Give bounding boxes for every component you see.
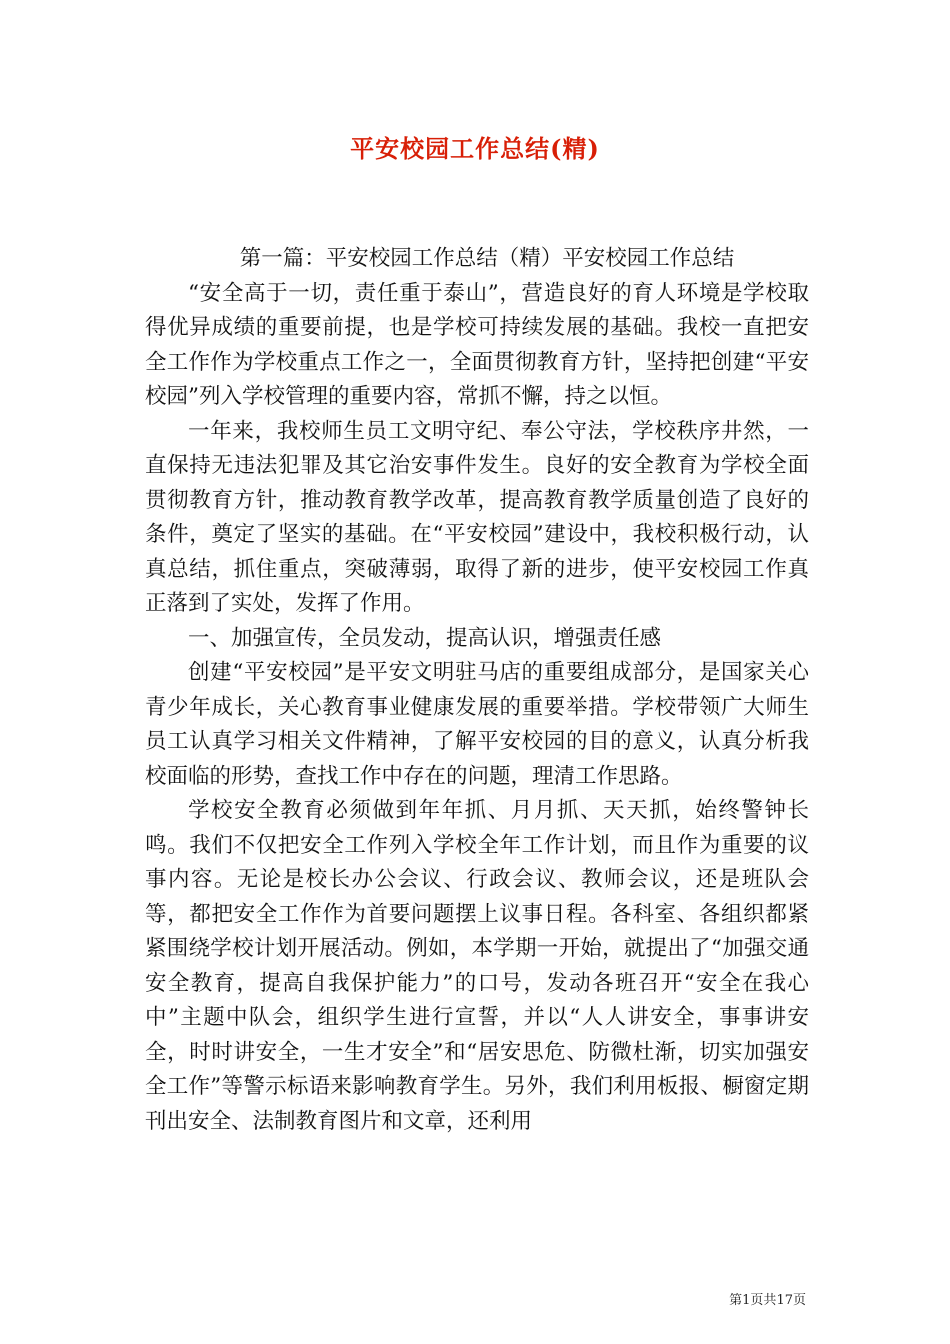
footer-suffix: 页 [792, 1293, 806, 1308]
section-heading: 一、加强宣传，全员发动，提高认识，增强责任感 [188, 625, 662, 651]
document-title: 平安校园工作总结(精) [350, 134, 600, 163]
footer-middle: 页共 [750, 1293, 777, 1308]
footer-current-page: 1 [742, 1293, 751, 1308]
footer-prefix: 第 [729, 1293, 743, 1308]
footer-total-pages: 17 [776, 1293, 793, 1308]
document-subtitle: 第一篇：平安校园工作总结（精）平安校园工作总结 [239, 246, 735, 271]
page-footer [729, 1292, 806, 1310]
paragraph: “安全高于一切，责任重于泰山”，营造良好的育人环境是学校取得优异成绩的重要前提，也是学校可持续发展的基础。我校一直把安全工作作为学校重点工作之一，全面贯彻教育方针，坚持把创建“平安校园”列入学校管理的重要内容，常抓不懈，持之以恒。 [145, 280, 809, 409]
document-body [145, 242, 809, 1139]
paragraph: 创建“平安校园”是平安文明驻马店的重要组成部分，是国家关心青少年成长，关心教育事业健康发展的重要举措。学校带领广大师生员工认真学习相关文件精神，了解平安校园的目的意义，认真分析我校面临的形势，查找工作中存在的问题，理清工作思路。 [145, 660, 809, 789]
paragraph: 学校安全教育必须做到年年抓、月月抓、天天抓，始终警钟长鸣。我们不仅把安全工作列入学校全年工作计划，而且作为重要的议事内容。无论是校长办公会议、行政会议、教师会议，还是班队会等，都把安全工作作为首要问题摆上议事日程。各科室、各组织都紧紧围绕学校计划开展活动。例如，本学期一开始，就提出了“加强交通安全教育，提高自我保护能力”的口号，发动各班召开“安全在我心中”主题中队会，组织学生进行宣誓，并以“人人讲安全，事事讲安全，时时讲安全，一生才安全”和“居安思危、防微杜渐，切实加强安全工作”等警示标语来影响教育学生。另外，我们利用板报、橱窗定期刊出安全、法制教育图片和文章，还利用 [145, 798, 809, 1134]
paragraph: 一年来，我校师生员工文明守纪、奉公守法，学校秩序井然，一直保持无违法犯罪及其它治安事件发生。良好的安全教育为学校全面贯彻教育方针，推动教育教学改革，提高教育教学质量创造了良好的条件，奠定了坚实的基础。在“平安校园”建设中，我校积极行动，认真总结，抓住重点，突破薄弱，取得了新的进步，使平安校园工作真正落到了实处，发挥了作用。 [145, 418, 809, 616]
